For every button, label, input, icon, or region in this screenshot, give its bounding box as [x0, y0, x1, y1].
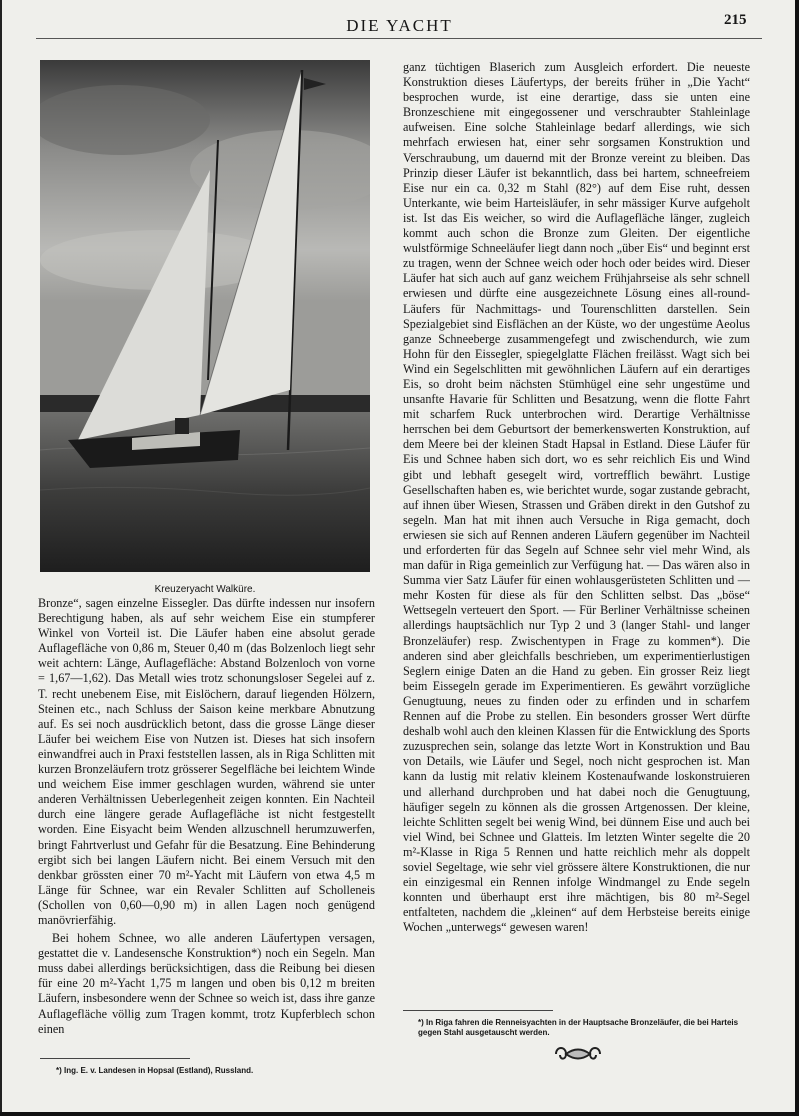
footnote-rule: [403, 1010, 553, 1011]
left-column-text: [38, 596, 375, 1039]
header-rule: [36, 38, 762, 39]
page-edge-left: [0, 0, 2, 1116]
figure-caption: Kreuzeryacht Walküre.: [154, 584, 256, 595]
yacht-photograph: [40, 60, 370, 572]
footnote-right: *) In Riga fahren die Renneisyachten in der Hauptsache Bronzeläufer, die bei Harteis gegen Stahl ausgetauscht werden.: [418, 1018, 739, 1037]
page-edge-right: [795, 0, 799, 1116]
footnote-left: *) Ing. E. v. Landesen in Hopsal (Estland), Russland.: [56, 1066, 254, 1075]
left-paragraph: Bronze“, sagen einzelne Eissegler. Das dürfte indessen nur insofern Berechtigung haben, als auf sehr weichem Eise ein stumpferer Winkel von Vorteil ist. Die Läufer haben eine absolut gerade Auflagefläche von 0,86 m, Steuer 0,40 m (das Bolzenloch liegt sehr weit achtern: Länge, Auflagefläche: Abstand Bolzenloch von vorne = 1,67—1,62). Das Metall wies trotz schonungsloser Segelei auf z. T. recht unebenem Eise, mit Eislöchern, darauf liegenden Hölzern, Steinen etc., nach Schluss der Saison keine merkbare Abnutzung auf. Es sei noch ausdrücklich betont, dass die grosse Länge dieser Läufer bei weichem Eise von Nutzen ist. Dieses hat sich insofern einwandfrei auch in Praxi feststellen lassen, als in Riga Schlitten mit kurzen Bronzeläufern trotz grösserer Segelfläche bei leichtem Winde und weichem Eise immer geschlagen wurden, während sie unter anderen Verhältnissen Ueberlegenheit zeigen konnten. Ein Nachteil durch eine längere gerade Auflagefläche ist nicht festgestellt worden. Eine Eisyacht beim Wenden allzuschnell herumzuwerfen, bringt Fahrtverlust und Gefahr für die Besatzung. Eine Behinderung ergibt sich bei langen Läufern nicht. Bei einem Versuch mit den denkbar grössten einer 70 m²-Yacht mit Läufern von etwa 4,5 m Länge für Schnee, war ein Revaler Schlitten auf Scholleneis (Schollen von 0,60—0,90 m) in allen Lagen noch genügend manövrierfähig.: [38, 596, 375, 927]
left-paragraph: Bei hohem Schnee, wo alle anderen Läufertypen versagen, gestattet die v. Landesensche Konstruktion*) noch ein Segeln. Man muss dabei allerdings berücksichtigen, dass die Reibung bei diesen für eine 20 m²-Yacht 1,75 m langen und oben bis 0,12 m breiten Läufern, insbesondere wenn der Schnee so weich ist, dass ihre ganze Auflagefläche völlig zum Tragen kommt, trotz Kupferblech schon einen: [38, 931, 375, 1036]
page-edge-bottom: [0, 1112, 799, 1116]
ornament-icon: [552, 1043, 604, 1065]
right-column-text: [403, 60, 750, 995]
page-number: 215: [724, 12, 747, 28]
footnote-rule: [40, 1058, 190, 1059]
right-paragraph: ganz tüchtigen Blaserich zum Ausgleich erfordert. Die neueste Konstruktion dieses Läufertyps, der bereits früher in „Die Yacht“ besprochen wurde, ist eine derartige, dass sie unten eine Bronzeschiene mit eingegossener und verschraubter Stahleinlage aufweisen. Eine solche Stahleinlage bedarf allerdings, wie sich mehrfach erwiesen hat, einer sehr sorgsamen Konstruktion und Verschraubung, um dauernd mit der Bronze vereint zu bleiben. Das Prinzip dieser Läufer ist bekanntlich, dass bei hartem, schneefreiem Eise nur ein ca. 0,32 m Stahl (82°) auf dem Eise ruht, dessen Unterkante, wie beim Harteisläufer, in sehr mässiger Kurve aufgeholt ist. Ist das Eis weicher, so wird die Auflagefläche länger, zugleich kommt auch schon die Bronze zum Gleiten. Der eigentliche wulstförmige Schneeläufer liegt dann noch „über Eis“ und beginnt erst zu tragen, wenn der Schnee weich oder hoch oder beides wird. Dieser Läufer hat sich auch auf ganz weichem Frühjahrseise als sehr schnell erwiesen und dürfte eine ausgezeichnete Lösung eines all-round-Läufers für Nachmittags- und Tourenschlitten darstellen. Sein Spezialgebiet sind Eisflächen an der Küste, wo der ungestüme Aeolus ganze Schneeberge zusammengefegt und zwischendurch, wie zum Hohn für den Eissegler, spiegelglatte Flächen freilässt. Wagt sich bei Wind ein Segelschlitten mit gewöhnlichen Läufern auf ein derartiges Eis, so droht beim nächsten Stümhügel eine sehr ungestüme und unsanfte Havarie für Schlitten und Besatzung, wenn die flotte Fahrt mit scharfem Ruck unterbrochen wird. Derartige Verhältnisse herrschen bei dem Geburtsort der bemerkenswerten Konstruktion, auf dem Meere bei der kleinen Stadt Hapsal in Estland. Diese Läufer für Eis und Schnee haben sich dort, wo es sehr reichlich Eis und Wind gibt und lebhaft gesegelt wird, vortrefflich bewährt. Lustige Gesellschaften haben es, wie berichtet wurde, sogar zustande gebracht, auf ihnen über Wiesen, Strassen und Gräben direkt in den Gutshof zu segeln. Man hat mit ihnen auch Versuche in Riga gemacht, doch erwiesen sie sich auf Rennen anderen Läufern gegenüber im Nachteil und erforderten für das Segeln auf Schnee sehr viel mehr Wind, als man dafür in Riga gemeinlich zur Verfügung hat. — Das wären also in Summa vier Satz Läufer für einen wohlausgerüsteten Schlitten und — mehr Kosten für diese als für den Schlitten selbst. Das „böse“ Wettsegeln verteuert den Sport. — Für Berliner Verhältnisse scheinen allerdings hauptsächlich nur Typ 2 und 3 (langer Stahl- und langer Bronzeläufer) resp. Zwischentypen in Frage zu kommen*). Die anderen sind aber gleichfalls beschrieben, um experimentierlustigen Seglern einige Daten an die Hand zu geben. Ein grosser Reiz liegt beim Eissegeln gerade im Experimentieren. Es gewährt vorzügliche Genugtuung, neues zu finden oder zu erfinden und in scharfem Rennen auf die Probe zu stellen. Ein besonders grosser Wert dürfte deshalb wohl auch den kleinen Klassen für die Entwicklung des Sports zuzusprechen sein, solange das letzte Wort in Konstruktion und Bau von Details, wie Läufer und Segel, noch nicht gesprochen ist. Man kann da lustig mit relativ kleinem Kostenaufwande loskonstruieren und allerhand durchproben und hat dabei noch die Genugtuung, häufiger segeln zu können als die grossen Artgenossen. Der kleine, leichte Schlitten segelt bei wenig Wind, bei dünnem Eise und auch bei viel Wind, bei Schnee und Glatteis. Im letzten Winter segelte die 20 m²-Klasse in Riga 5 Rennen und hatte reichlich mehr als doppelt soviel Segeltage, wie sehr viel grössere ältere Konstruktionen, die nur ein einzigesmal ein Rennen infolge Windmangel zu Ende segeln konnten und überhaupt erst ihre mächtigen, bis 80 m²-Segel entfalteten, nachdem die „kleinen“ auf dem Herbsteise bereits einige Wochen „unterwegs“ gewesen waren!: [403, 60, 750, 935]
running-header-title: DIE YACHT: [346, 16, 453, 35]
